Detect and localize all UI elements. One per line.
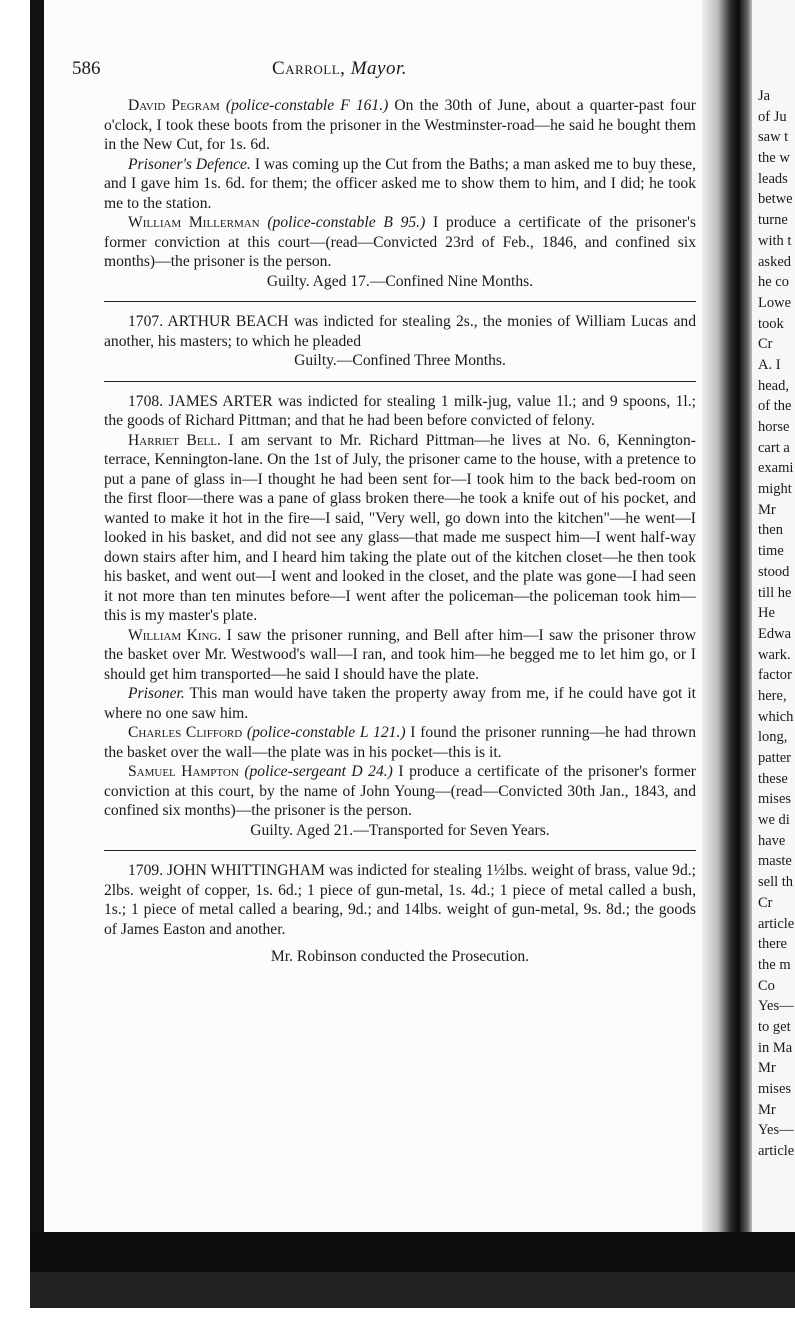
verdict-1708: Guilty. Aged 21.—Transported for Seven Years. (250, 821, 550, 839)
facing-page-line: then (758, 522, 783, 539)
case-divider (104, 850, 696, 851)
facing-page-line: sell th (758, 874, 794, 891)
facing-page-line: Yes— (758, 998, 794, 1015)
facing-page-line: Lowe (758, 294, 792, 311)
facing-page-line: with t (758, 232, 792, 249)
facing-page-line: saw t (758, 129, 789, 146)
facing-page-line: head, (758, 377, 789, 394)
scan-shadow-bottom-lower (30, 1272, 795, 1308)
facing-page-line: article (758, 915, 795, 932)
facing-page-line: of Ju (758, 108, 787, 125)
testimony-pegram (104, 96, 696, 155)
facing-page-text (758, 86, 795, 1162)
verdict-1707: Guilty.—Confined Three Months. (294, 352, 506, 369)
facing-page-line: A. I (758, 356, 781, 373)
facing-page-line: He (758, 605, 775, 622)
case-1708-indictment: 1708. JAMES ARTER was indicted for stealing 1 milk-jug, value 1l.; and 9 spoons, 1l.; the goods of Richard Pittman; and that he had been before convicted of felony. (104, 392, 696, 429)
facing-page-line: patter (758, 750, 792, 766)
speaker-role: (police-sergeant D 24.) (244, 763, 393, 780)
facing-page-line: horse (758, 419, 790, 435)
facing-page-line: Ja (758, 88, 771, 104)
running-head (272, 58, 407, 80)
facing-page-line: Cr (758, 894, 773, 911)
facing-page-line: Mr (758, 1060, 776, 1077)
facing-page-line: which (758, 708, 794, 725)
testimony-clifford (104, 723, 696, 762)
facing-page-line: Cr (758, 336, 773, 353)
testimony-text: On the 30th of June, about a quarter-past four o'clock, I took these boots from the prisoner in the Westminster-road—he said he bought them in the New Cut, for 1s. 6d. (104, 97, 696, 153)
scan-shadow-left (30, 0, 44, 1270)
facing-page-line: exami (758, 460, 794, 477)
facing-page-line: Mr (758, 1101, 776, 1118)
speaker-name: Prisoner. (128, 685, 185, 702)
prisoner-defence (104, 155, 696, 214)
facing-page-line: these (758, 770, 788, 787)
running-head-name: Carroll, (272, 58, 346, 79)
testimony-text: I produce a certificate of the prisoner's former conviction at this court, by the name of John Young—(read—Convicted 30th Jan., 1843, and confined six months)—the prisoner is the person. (104, 763, 697, 819)
facing-page-line: cart a (758, 439, 790, 456)
testimony-text: I produce a certificate of the prisoner's former conviction at this court—(read—Convicted 23rd of Feb., 1846, and confined six months)—the prisoner is the person. (104, 214, 696, 270)
facing-page-line: betwe (758, 191, 793, 208)
case-1709-indictment: 1709. JOHN WHITTINGHAM was indicted for stealing 1½lbs. weight of brass, value 9d.; 2lbs. weight of copper, 1s. 6d.; 1 piece of gun-metal, 1s. 4d.; 1 piece of metal called a bush, 1s.; 1 piece of metal called a bearing, 9d.; and 14lbs. weight of gun-metal, 9s. 8d.; the goods of James Easton and another. (104, 862, 696, 938)
facing-page-line: there (758, 936, 787, 953)
facing-page-line: Mr (758, 501, 776, 518)
speaker-name: Prisoner's Defence. (128, 155, 251, 173)
case-divider (104, 301, 696, 302)
testimony-text: I was coming up the Cut from the Baths; a man asked me to buy these, and I gave him 1s. 6d. for them; the officer asked me to show them to him, and I did; he took me to the station. (104, 155, 696, 212)
facing-page-line: maste (758, 853, 792, 870)
facing-page-line: time (758, 543, 784, 560)
prisoner-statement (104, 684, 696, 723)
prosecution-note: Mr. Robinson conducted the Prosecution. (270, 948, 530, 965)
testimony-text: I found the prisoner running—he had thrown the basket over the wall—the plate was in his pocket—this is it. (104, 724, 696, 761)
facing-page-line: wark. (758, 646, 791, 663)
facing-page-line: he co (758, 274, 789, 291)
facing-page (752, 0, 795, 1240)
facing-page-line: Yes— (758, 1122, 794, 1139)
testimony-text: I saw the prisoner running, and Bell after him—I saw the prisoner throw the basket over Mr. Westwood's wall—I ran, and took him—he begged me to let him go, or I should get him transported—he said I should have the plate. (104, 626, 696, 683)
running-head-title: Mayor. (350, 58, 407, 79)
facing-page-line: article (758, 1143, 795, 1160)
facing-page-line: leads (758, 170, 788, 187)
speaker-name: William King. (128, 626, 222, 644)
speaker-role: (police-constable L 121.) (246, 724, 406, 741)
speaker-name: William Millerman (128, 214, 260, 231)
speaker-role: (police-constable F 161.) (225, 97, 389, 114)
facing-page-line: the m (758, 956, 791, 973)
testimony-text: I am servant to Mr. Richard Pittman—he lives at No. 6, Kennington-terrace, Kennington-lane. On the 1st of July, the prisoner came to the house, with a pretence to put a pane of glass in—I thought he had been sent for—I took him to the back bed-room on the first floor—there was a pane of glass broken there—he took a knife out of his pocket, and wanted to make it hot in the fire—I said, "Very well, go down into the kitchen"—he went—I looked in his basket, and did not see any glass—that made me suspect him—I went half-way down stairs after him, and I heard him taking the plate out of the kitchen closet—he then took his basket, and went out—I went and looked in the closet, and the plate was gone—I had seen it not more than ten minutes before—I went after the policeman—the policeman took him—this is my master's plate. (104, 431, 696, 624)
case-1707-indictment: 1707. ARTHUR BEACH was indicted for stealing 2s., the monies of William Lucas and another, his masters; to which he pleaded (104, 313, 696, 350)
page-header (72, 58, 662, 84)
facing-page-line: long, (758, 729, 788, 746)
verdict-1706: Guilty. Aged 17.—Confined Nine Months. (266, 272, 534, 290)
scan-shadow-bottom (30, 1232, 795, 1272)
page-number: 586 (72, 58, 101, 79)
testimony-bell (104, 431, 696, 626)
speaker-role: (police-constable B 95.) (267, 214, 426, 231)
facing-page-line: in Ma (758, 1039, 793, 1056)
facing-page-line: the w (758, 150, 790, 167)
facing-page-line: asked (758, 253, 792, 270)
facing-page-line: till he (758, 584, 792, 601)
facing-page-line: have (758, 832, 786, 849)
speaker-name: Charles Clifford (128, 724, 243, 741)
facing-page-line: Edwa (758, 625, 792, 642)
facing-page-line: we di (758, 812, 790, 829)
facing-page-line: to get (758, 1018, 791, 1035)
speaker-name: David Pegram (128, 97, 220, 114)
facing-page-line: might (758, 481, 792, 498)
facing-page-line: turne (758, 212, 788, 229)
speaker-name: Samuel Hampton (128, 763, 239, 780)
facing-page-line: took (758, 315, 784, 332)
facing-page-line: mises (758, 791, 792, 808)
speaker-name: Harriet Bell. (128, 431, 221, 449)
facing-page-line: factor (758, 667, 792, 684)
testimony-king (104, 626, 696, 685)
page-body (104, 96, 696, 967)
facing-page-line: here, (758, 687, 787, 704)
testimony-hampton (104, 762, 696, 821)
testimony-text: This man would have taken the property away from me, if he could have got it where no one saw him. (104, 685, 696, 722)
facing-page-line: of the (758, 398, 792, 415)
facing-page-line: Co (758, 977, 775, 994)
book-gutter-shadow (702, 0, 754, 1240)
testimony-millerman (104, 213, 696, 272)
facing-page-line: mises (758, 1081, 792, 1097)
facing-page-line: stood (758, 563, 790, 580)
case-divider (104, 381, 696, 382)
